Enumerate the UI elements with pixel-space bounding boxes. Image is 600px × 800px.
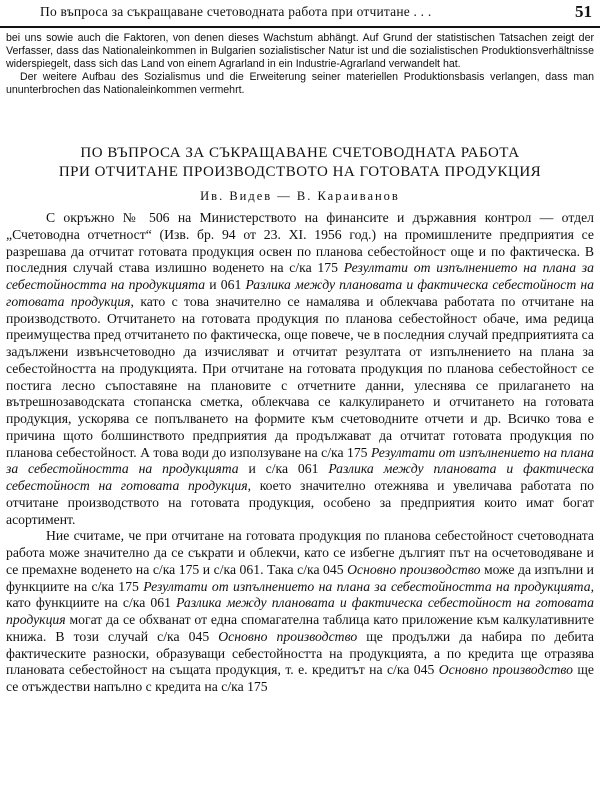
body-text: , като функциите на с/ка 061 — [6, 578, 594, 611]
body-text: , като с това значително се намалява и облекчава работата по отчитане на производството. Отчитането на готовата продукция по планова себестойност обаче, има редица преимущества пред отчитането по фактическа, още повече, че в последния случай предприятията са задължени извънсчетоводно да изчисляват и отчитат резултата от изпълнението на плана за себестойността на продукцията. При отчитане на готовата продукция по планова себестойност се постига лесно съпоставяне на плановите с отчетните данни, улеснява се прилагането на вътрешнозаводската стопанска сметка, облекчава се калкулирането и отчитането на готовата продукция, ускорява се попълването на формите към счетоводните отчети и др. Всичко това е причина щото болшинството предприятия да продължават да отчитат готовата продукция по планова себестойност. А това води до използуване на с/ка 175 — [6, 293, 595, 460]
article-title — [0, 144, 600, 182]
german-summary-paragraph: Der weitere Aufbau des Sozialismus und die Erweiterung seiner materiellen Produktionsbasis verlangen, dass man ununterbrochen das Nationaleinkommen vermehrt. — [6, 70, 594, 96]
account-name: Разлика между плановата и фактическа себестойност на готовата продукция — [6, 461, 594, 493]
german-summary — [6, 32, 594, 97]
body-text: , което значително отежнява и увеличава работата по отчитане производството на готовата продукция, особено за предприятия които имат богат асортимент. — [6, 478, 594, 527]
running-header — [0, 0, 600, 28]
account-name: Резултати от изпълнението на плана за себестойността на продукцията — [6, 260, 594, 292]
body-text: С окръжно № 506 на Министерството на финансите и държавния контрол — отдел „Счетоводна отчетност“ (Изв. бр. 94 от 23. XI. 1956 год.) на промишлените предприятия се разрешава да отчитат готовата продукция освен по планова себестойност още и по фактическа. В последния случай става излишно воденето на с/ка 175 — [6, 210, 594, 276]
body-text: могат да се обхванат от една спомагателна таблица като приложение към калкулативните книжа. В този случай с/ка 045 — [6, 612, 594, 644]
account-name: Резултати от изпълнението на плана за себестойността на продукцията — [143, 578, 591, 594]
article-title-line: ПРИ ОТЧИТАНЕ ПРОИЗВОДСТВОТО НА ГОТОВАТА ПРОДУКЦИЯ — [58, 164, 542, 180]
body-text: може да изпълни и функциите на с/ка 175 — [6, 561, 595, 594]
body-text: ще продължи да набира по дебита фактическите разноски, образуващи себестойността на продукцията, а по кредита ще отразява плановата себестойност на същата продукция, т. е. кредитът на с/ка 045 — [6, 628, 594, 678]
account-name: Разлика между плановата и фактическа себестойност на готовата продукция — [6, 595, 594, 627]
page-number: 51 — [575, 2, 592, 21]
running-title: По въпроса за съкращаване счетоводната работа при отчитане . . . — [40, 4, 432, 19]
account-name: Резултати от изпълнението на плана за себестойността на продукцията — [6, 444, 594, 477]
body-paragraph — [6, 210, 594, 528]
body-text: и с/ка 061 — [238, 461, 329, 477]
article-body — [6, 210, 594, 696]
body-text: Ние считаме, че при отчитане на готовата продукция по планова себестойност счетоводната работа може значително да се съкрати и облекчи, като се избегне дългият път на осчетоводяване и се премахне воденето на с/ка 175 и с/ка 061. Така с/ка 045 — [6, 528, 594, 577]
body-paragraph — [6, 528, 594, 696]
german-summary-paragraph: bei uns sowie auch die Faktoren, von denen dieses Wachstum abhängt. Auf Grund der statistischen Tatsachen zeigt der Verfasser, dass das Nationaleinkommen in Bulgarien sozialistischer Natur ist und die sozialistischen Produktionsverhältnisse widerspiegelt, dass sich das Land von einem Agrarland in ein Industrie-Agrarland verwandelt hat. — [6, 32, 594, 70]
body-text: ще се отъждестви напълно с кредита на с/ка 175 — [6, 662, 595, 694]
account-name: Основно производство — [438, 662, 573, 678]
body-text: и 061 — [205, 277, 246, 292]
article-title-line: ПО ВЪПРОСА ЗА СЪКРАЩАВАНЕ СЧЕТОВОДНАТА РАБОТА — [80, 145, 520, 161]
account-name: Основно производство — [347, 561, 481, 577]
account-name: Разлика между плановата и фактическа себестойност на готовата продукция — [6, 277, 594, 309]
article-authors: Ив. Видев — В. Караиванов — [200, 189, 400, 203]
account-name: Основно производство — [218, 628, 358, 644]
